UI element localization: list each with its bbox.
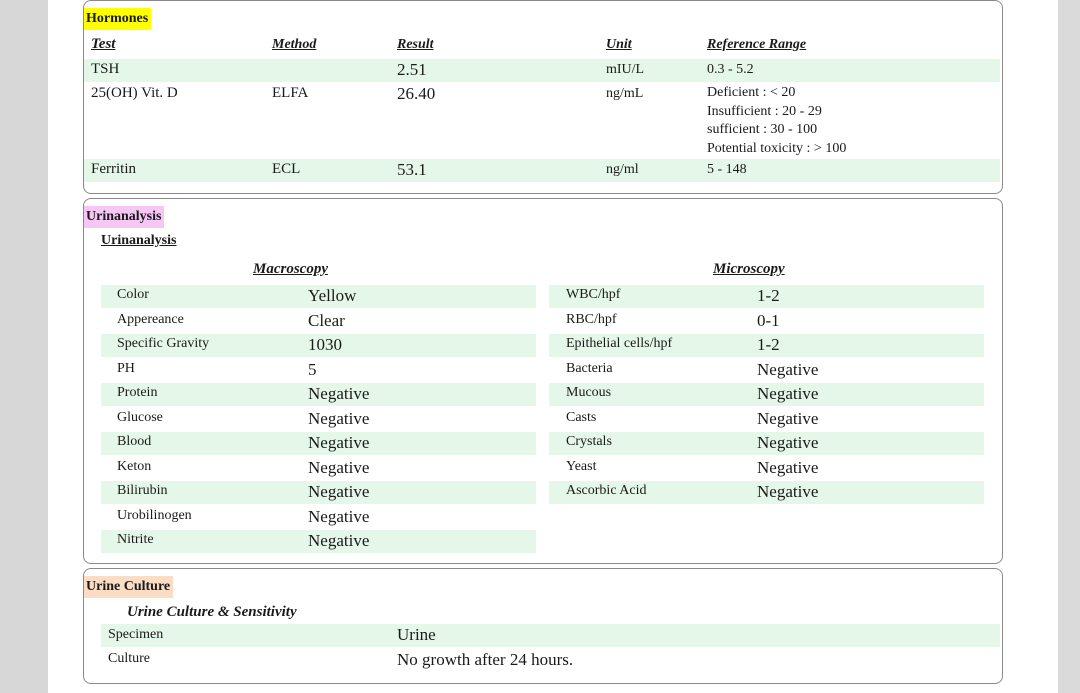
micro-label: Bacteria — [566, 361, 613, 376]
hormones-title: Hormones — [84, 8, 151, 30]
reference-line: Deficient : < 20 — [707, 85, 796, 100]
macro-value: Negative — [308, 507, 370, 526]
test-name: Ferritin — [91, 161, 136, 177]
macro-label: Appereance — [117, 312, 184, 327]
micro-label: Epithelial cells/hpf — [566, 336, 673, 351]
test-method: ELFA — [272, 85, 309, 101]
microscopy-header: Microscopy — [713, 261, 785, 277]
reference-line: Insufficient : 20 - 29 — [707, 103, 822, 119]
micro-value: Negative — [757, 384, 819, 403]
test-method: ECL — [272, 161, 301, 177]
micro-label: WBC/hpf — [566, 287, 621, 302]
macro-label: Urobilinogen — [117, 508, 192, 523]
culture-value: No growth after 24 hours. — [397, 650, 574, 669]
header-reference-range: Reference Range — [707, 37, 807, 52]
macro-value: Clear — [308, 311, 345, 330]
reference-line: sufficient : 30 - 100 — [707, 122, 818, 137]
urinalysis-subtitle: Urinanalysis — [101, 233, 177, 248]
table-row — [101, 624, 1000, 647]
macro-value: 1030 — [308, 335, 342, 354]
test-result: 26.40 — [397, 84, 436, 103]
test-reference: 0.3 - 5.2 — [707, 62, 754, 77]
culture-title: Urine Culture — [84, 576, 173, 598]
reference-line: Potential toxicity : > 100 — [707, 140, 847, 156]
macro-label: Color — [117, 287, 149, 302]
macro-label: Nitrite — [117, 532, 154, 547]
micro-value: Negative — [757, 433, 819, 452]
culture-label: Culture — [108, 651, 150, 666]
micro-label: Yeast — [566, 459, 597, 474]
macro-label: Bilirubin — [117, 483, 168, 498]
macroscopy-header: Macroscopy — [253, 261, 328, 277]
urinalysis-section — [83, 198, 1003, 564]
micro-value: Negative — [757, 482, 819, 501]
test-name: 25(OH) Vit. D — [91, 85, 178, 101]
viewer-left-margin — [0, 0, 48, 693]
micro-label: RBC/hpf — [566, 312, 617, 327]
test-result: 2.51 — [397, 60, 427, 79]
macro-label: PH — [117, 361, 135, 376]
urinalysis-title: Urinanalysis — [84, 206, 164, 228]
micro-value: 1-2 — [757, 286, 780, 305]
micro-value: 0-1 — [757, 311, 780, 330]
micro-label: Ascorbic Acid — [566, 483, 647, 498]
micro-value: Negative — [757, 458, 819, 477]
table-row — [84, 59, 1000, 82]
macro-label: Keton — [117, 459, 152, 474]
test-unit: ng/mL — [606, 86, 644, 101]
test-reference: 5 - 148 — [707, 162, 747, 177]
macro-value: Negative — [308, 458, 370, 477]
culture-label: Specimen — [108, 627, 164, 642]
macro-label: Protein — [117, 385, 158, 400]
micro-label: Crystals — [566, 434, 612, 449]
macro-value: Negative — [308, 384, 370, 403]
culture-value: Urine — [397, 625, 436, 644]
macro-value: Negative — [308, 433, 370, 452]
micro-value: Negative — [757, 409, 819, 428]
macro-label: Specific Gravity — [117, 336, 210, 351]
test-reference — [707, 84, 846, 158]
test-unit: ng/ml — [606, 162, 639, 177]
macro-value: Negative — [308, 409, 370, 428]
header-unit: Unit — [606, 37, 632, 52]
header-test: Test — [91, 36, 116, 52]
header-result: Result — [397, 37, 434, 52]
test-unit: mIU/L — [606, 62, 645, 77]
test-result: 53.1 — [397, 160, 427, 179]
test-name: TSH — [91, 61, 120, 77]
table-row — [84, 159, 1000, 182]
micro-value: Negative — [757, 360, 819, 379]
micro-label: Casts — [566, 410, 597, 425]
micro-value: 1-2 — [757, 335, 780, 354]
macro-value: 5 — [308, 360, 317, 379]
macro-value: Yellow — [308, 286, 357, 305]
macro-label: Blood — [117, 434, 152, 449]
macro-label: Glucose — [117, 410, 163, 425]
header-method: Method — [272, 37, 317, 52]
viewer-right-margin — [1058, 0, 1080, 693]
macro-value: Negative — [308, 531, 370, 550]
micro-label: Mucous — [566, 385, 612, 400]
culture-subtitle: Urine Culture & Sensitivity — [127, 604, 297, 620]
macro-value: Negative — [308, 482, 370, 501]
